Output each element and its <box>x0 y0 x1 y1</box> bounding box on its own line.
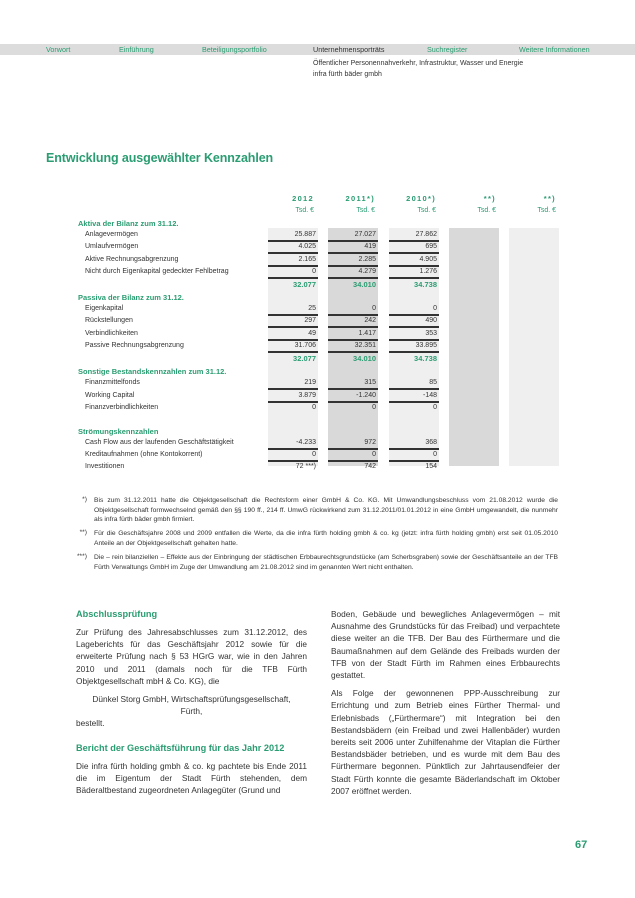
cell-value: 297 <box>304 317 316 324</box>
cell-value: 32.351 <box>354 342 376 349</box>
underline <box>328 265 378 267</box>
nav-item-unternehmensportraets[interactable]: Unternehmensporträts <box>313 45 385 54</box>
underline <box>268 401 318 403</box>
total-value: 34.010 <box>353 280 376 289</box>
underline <box>268 339 318 341</box>
underline <box>268 448 318 450</box>
underline <box>328 351 378 353</box>
total-value: 32.077 <box>293 280 316 289</box>
column-unit-header: Tsd. € <box>477 207 496 214</box>
column-unit-header: Tsd. € <box>295 207 314 214</box>
cell-value: 0 <box>312 268 316 275</box>
cell-value: 27.027 <box>354 231 376 238</box>
underline <box>389 351 439 353</box>
column-bg-empty-1 <box>449 228 499 466</box>
underline <box>328 401 378 403</box>
cell-value: 0 <box>433 404 437 411</box>
cell-value: 0 <box>312 451 316 458</box>
footnote-mark: ***) <box>76 553 87 560</box>
underline <box>268 265 318 267</box>
cell-value: 315 <box>364 379 376 386</box>
underline <box>389 252 439 254</box>
cell-value: 219 <box>304 379 316 386</box>
cell-value: 242 <box>364 317 376 324</box>
underline <box>268 351 318 353</box>
column-year-header: 2010*) <box>406 194 436 203</box>
row-label: Nicht durch Eigenkapital gedeckter Fehlbetrag <box>85 268 229 275</box>
underline <box>328 240 378 242</box>
cell-value: 353 <box>425 330 437 337</box>
cell-value: 972 <box>364 439 376 446</box>
row-label: Eigenkapital <box>85 305 124 312</box>
cell-value: 27.862 <box>415 231 437 238</box>
cell-value: 33.895 <box>415 342 437 349</box>
row-label: Investitionen <box>85 463 125 470</box>
total-value: 34.010 <box>353 354 376 363</box>
cell-value: 490 <box>425 317 437 324</box>
underline <box>268 326 318 328</box>
underline <box>328 460 378 462</box>
nav-item-vorwort[interactable]: Vorwort <box>46 45 71 54</box>
cell-value: 31.706 <box>294 342 316 349</box>
footnote-mark: **) <box>79 529 87 536</box>
nav-item-weitere-informationen[interactable]: Weitere Informationen <box>519 45 590 54</box>
footnote-text: Die – rein bilanziellen – Effekte aus der Einbringung der städtischen Erbbaurechtsgrundstücke (am Scherbsgraben) sowie der Geschäftsanteile an der TFB Fürth Verwaltungs GmbH im Zuge der Umwandlung am 21.08.2012 sind im genannten Wert nicht enthalten. <box>94 554 558 571</box>
cell-value: 49 <box>308 330 316 337</box>
underline <box>389 277 439 279</box>
column-year-header: **) <box>483 194 496 203</box>
cell-value: 368 <box>425 439 437 446</box>
subnav-company[interactable]: infra fürth bäder gmbh <box>313 71 382 78</box>
cell-value: 0 <box>433 451 437 458</box>
report-paragraph: Die infra fürth holding gmbh & co. kg pachtete bis Ende 2011 die im Eigentum der Stadt Fürth stehenden, dem Bäderaltbestand zugeordneten Anlagegüter (Grund und <box>76 760 307 796</box>
row-label: Passive Rechnungsabgrenzung <box>85 342 184 349</box>
underline <box>268 314 318 316</box>
row-label: Umlaufvermögen <box>85 243 139 250</box>
cell-value: 419 <box>364 243 376 250</box>
cell-value: 3.879 <box>298 392 316 399</box>
cell-value: -4.233 <box>296 439 316 446</box>
column-unit-header: Tsd. € <box>417 207 436 214</box>
cell-value: 25 <box>308 305 316 312</box>
underline <box>328 448 378 450</box>
underline <box>328 388 378 390</box>
column-unit-header: Tsd. € <box>356 207 375 214</box>
footnote-text: Für die Geschäftsjahre 2008 und 2009 entfallen die Werte, da die infra fürth holding gmbh & co. kg (jetzt: infra fürth holding gmbh) erst seit 01.05.2010 Anteile an der Objektgesellschaft gehalten hatte. <box>94 530 558 547</box>
section-header-sonstige: Sonstige Bestandskennzahlen zum 31.12. <box>78 367 227 376</box>
auditor-name: Dünkel Storg GmbH, Wirtschaftsprüfungsgesellschaft, <box>92 694 291 705</box>
cell-value: 742 <box>364 463 376 470</box>
underline <box>389 265 439 267</box>
underline <box>328 326 378 328</box>
right-paragraph-1: Boden, Gebäude und bewegliches Anlagevermögen – mit Ausnahme des Grundstücks für das Freibad) und verpachtete diese weiter an die TFB. Der Bau des Fürthermare und die Baumaßnahmen auf dem Gelände des Freibads wurden der TFB von der Stadt Fürth im Rahmen eines Erbbaurechts gestattet. <box>331 609 560 681</box>
cell-value: 85 <box>429 379 437 386</box>
cell-value: 0 <box>433 305 437 312</box>
audit-heading: Abschlussprüfung <box>76 609 158 619</box>
underline <box>328 314 378 316</box>
row-label: Working Capital <box>85 392 135 399</box>
row-label: Anlagevermögen <box>85 231 138 238</box>
underline <box>389 339 439 341</box>
underline <box>389 326 439 328</box>
underline <box>268 240 318 242</box>
row-label: Finanzverbindlichkeiten <box>85 404 159 411</box>
report-heading: Bericht der Geschäftsführung für das Jahr 2012 <box>76 742 285 753</box>
subnav-category[interactable]: Öffentlicher Personennahverkehr, Infrastruktur, Wasser und Energie <box>313 60 524 67</box>
cell-value: 2.165 <box>298 256 316 263</box>
underline <box>389 388 439 390</box>
cell-value: 25.887 <box>294 231 316 238</box>
cell-value: 2.285 <box>358 256 376 263</box>
underline <box>389 401 439 403</box>
underline <box>389 448 439 450</box>
section-header-aktiva: Aktiva der Bilanz zum 31.12. <box>78 219 179 228</box>
underline <box>268 388 318 390</box>
row-label: Kreditaufnahmen (ohne Kontokorrent) <box>85 451 203 458</box>
cell-value: 0 <box>372 404 376 411</box>
underline <box>268 252 318 254</box>
body-right-column <box>331 608 560 803</box>
row-label: Verbindlichkeiten <box>85 330 138 337</box>
underline <box>389 240 439 242</box>
underline <box>328 277 378 279</box>
page-number: 67 <box>575 839 588 851</box>
total-value: 32.077 <box>293 354 316 363</box>
nav-item-suchregister[interactable]: Suchregister <box>427 45 468 54</box>
section-header-passiva: Passiva der Bilanz zum 31.12. <box>78 293 184 302</box>
page-title: Entwicklung ausgewählter Kennzahlen <box>46 151 274 165</box>
cell-value: 0 <box>372 451 376 458</box>
underline <box>268 460 318 462</box>
cell-value: 4.905 <box>419 256 437 263</box>
column-year-header: **) <box>543 194 556 203</box>
cell-value: 1.276 <box>419 268 437 275</box>
underline <box>268 277 318 279</box>
column-unit-header: Tsd. € <box>537 207 556 214</box>
footnote-mark: *) <box>82 496 87 503</box>
nav-item-beteiligungsportfolio[interactable]: Beteiligungsportfolio <box>202 45 267 54</box>
total-value: 34.738 <box>414 280 437 289</box>
cell-value: -1.240 <box>356 392 376 399</box>
underline <box>389 314 439 316</box>
underline <box>389 460 439 462</box>
nav-item-einfuehrung[interactable]: Einführung <box>119 45 154 54</box>
row-label: Cash Flow aus der laufenden Geschäftstätigkeit <box>85 439 234 446</box>
right-paragraph-2: Als Folge der gewonnenen PPP-Ausschreibung zur Errichtung und zum Betrieb eines Fürther Thermal- und Erlebnisbads („Fürthermare“) mit Integration bei den Bestandsbädern (ein Freibad und zwei Hallenbäder) wurden bereits seit 2006 unter Zuhilfenahme der Vitaplan die Fürther Bestandsbäder betrieben, und es wurde mit dem Bau des Fürthermare begonnen. Pünktlich zur Jahrtausendfeier der Stadt Fürth konnte die gesamte Bäderlandschaft im Oktober 2007 eröffnet werden. <box>331 688 560 796</box>
body-left-column <box>76 608 307 796</box>
row-label: Finanzmittelfonds <box>85 379 140 386</box>
total-value: 34.738 <box>414 354 437 363</box>
section-header-stroemung: Strömungskennzahlen <box>78 427 159 436</box>
cell-value: -148 <box>422 392 437 399</box>
cell-value: 1.417 <box>358 330 376 337</box>
cell-value: 154 <box>425 463 437 470</box>
audit-paragraph: Zur Prüfung des Jahresabschlusses zum 31.12.2012, des Lageberichts für das Geschäftsjahr 2012 sowie für die erweiterte Prüfung nach § 53 HGrG war, wie in den Jahren 2010 und 2011 (damals noch für die TFB Fürth Objektgesellschaft mbH & Co. KG), die <box>76 627 307 686</box>
cell-value: 4.279 <box>358 268 376 275</box>
row-label: Rückstellungen <box>85 317 133 324</box>
column-bg-empty-2 <box>509 228 559 466</box>
auditor-city: Fürth, <box>180 706 203 717</box>
column-year-header: 2011*) <box>345 194 375 203</box>
underline <box>328 339 378 341</box>
row-label: Aktive Rechnungsabgrenzung <box>85 256 179 263</box>
cell-value: 0 <box>312 404 316 411</box>
cell-value: 0 <box>372 305 376 312</box>
footnote-text: Bis zum 31.12.2011 hatte die Objektgesellschaft die Rechtsform einer GmbH & Co. KG. Mit Umwandlungsbeschluss vom 21.08.2012 wurde die Objektgesellschaft formwechselnd gemäß den §§ 190 ff., 214 ff. UmwG rückwirkend zum 31.12.2011/01.01.2012 in eine GmbH umgewandelt, die nunmehr als infra fürth bäder gmbh firmiert. <box>94 497 558 524</box>
top-navigation-bar <box>0 44 635 55</box>
cell-value: 72 ***) <box>295 463 316 470</box>
underline <box>328 252 378 254</box>
cell-value: 4.025 <box>298 243 316 250</box>
cell-value: 695 <box>425 243 437 250</box>
column-year-header: 2012 <box>292 194 314 203</box>
sub-navigation <box>313 58 523 80</box>
auditor-suffix: bestellt. <box>76 718 105 729</box>
